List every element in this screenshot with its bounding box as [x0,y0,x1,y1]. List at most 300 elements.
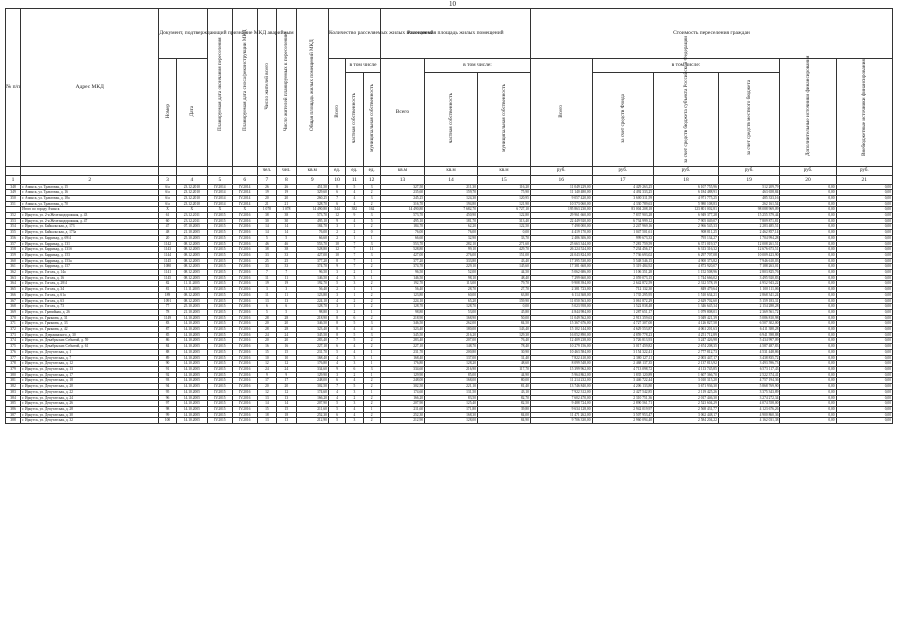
table-cell: 98 088 969,09 [718,207,780,213]
table-cell: 56,40 [380,287,424,293]
unit-cell: ед. [363,166,380,175]
table-cell: 3 [363,213,380,219]
table-cell: 14.10.2005 [176,361,207,367]
table-cell: 168,40 [296,355,328,361]
table-cell: 495,10 [380,218,424,224]
table-cell: 0,00 [836,412,892,418]
address-cell: г. Иркутск, ул. Гоголя, д. 28/4 [21,281,159,287]
table-cell: 1 346 645,34 [654,304,719,310]
table-cell: 28,70 [425,287,478,293]
table-cell: 4 [346,327,363,333]
table-cell: 0,00 [478,230,531,236]
header-extra-budget: Внебюджетные источники финансирования [836,59,892,167]
table-cell: 129,90 [296,372,328,378]
header-doc-number: Номер [159,59,176,167]
table-cell: 999 673,33 [592,235,654,241]
table-cell: 849 479,64 [654,287,719,293]
table-cell: 9 [277,372,296,378]
table-cell: 4 [346,218,363,224]
table-cell: 6 313 316,32 [654,247,719,253]
table-header [6,9,893,185]
table-cell: 14.10.2005 [176,418,207,424]
table-cell: IV.2015 [207,401,232,407]
table-cell: 7 [346,252,363,258]
table-cell: IV.2015 [207,418,232,424]
table-cell: 10 009 423,90 [718,252,780,258]
table-cell: 3 017 459,82 [592,344,654,350]
table-cell: 381 [6,378,21,384]
table-cell: 3 [346,401,363,407]
table-cell: 12 [257,361,276,367]
table-cell: 25 663 344,00 [530,241,592,247]
table-cell: 0,00 [836,252,892,258]
table-cell: 346,50 [380,321,424,327]
table-cell: 99 [159,412,176,418]
table-cell: 90 [159,361,176,367]
table-cell: 26 224 524,00 [530,247,592,253]
table-cell: 0,00 [836,218,892,224]
table-cell: 24 [277,332,296,338]
table-cell: 3 010 315,20 [654,378,719,384]
table-cell: 2 [346,372,363,378]
table-cell: 14.10.2005 [176,315,207,321]
table-cell: 2 942 019,97 [592,406,654,412]
table-cell: 78 [159,309,176,315]
table-cell: 7 822 410,00 [530,355,592,361]
table-cell: 0,00 [780,309,836,315]
table-cell: 4 900 860,36 [718,412,780,418]
address-cell: г. Иркутск, ул. Депутатская, д. 13 [21,367,159,373]
table-cell: 3 [328,224,345,230]
table-cell: 25.10.2005 [176,235,207,241]
table-cell: 21.10.2005 [176,230,207,236]
table-cell: 10 463 584,00 [530,349,592,355]
table-cell: 553,70 [380,241,424,247]
table-cell: 4 873 920,07 [654,264,719,270]
table-cell: 148,70 [425,344,478,350]
table-cell: 8 [328,315,345,321]
column-number-cell: 20 [780,175,836,184]
table-cell: 0,00 [836,184,892,190]
table-cell: 46 [257,241,276,247]
table-cell: 10 [328,252,345,258]
table-cell: 302,50 [380,384,424,390]
table-cell: 6 [328,344,345,350]
table-cell: 528,80 [380,247,424,253]
table-cell: 207,90 [296,401,328,407]
table-cell: 168,00 [425,378,478,384]
table-cell: 4 [328,355,345,361]
table-cell: 4 [328,298,345,304]
table-cell: 0,00 [780,201,836,207]
table-cell: 5 [346,184,363,190]
table-cell: 1091 [159,298,176,304]
column-number-cell: 7 [257,175,276,184]
table-cell: 128,20 [425,361,478,367]
table-cell: IV.2015 [207,287,232,293]
table-cell: IV.2016 [232,252,257,258]
table-cell: 216,20 [425,332,478,338]
table-cell: 31,40 [478,355,531,361]
table-cell: 2 523 604,29 [654,401,719,407]
table-cell: 377,20 [380,258,424,264]
table-cell: 89 [159,355,176,361]
table-cell: 62,20 [425,224,478,230]
table-cell: 124,30 [425,195,478,201]
table-cell: 0,00 [836,201,892,207]
table-cell: 10 [328,241,345,247]
table-cell: 1 106 351,28 [592,270,654,276]
table-cell: 0,00 [780,264,836,270]
table-cell: 1 [346,235,363,241]
table-cell: 2 [328,235,345,241]
header-total-area: Общая площадь жилых помещений МКД [296,9,328,167]
table-cell: 6 297 707,08 [654,252,719,258]
table-cell: 7 602 470,00 [530,395,592,401]
table-cell: 7 [346,247,363,253]
table-cell: 17 395 530,00 [530,258,592,264]
table-cell: 3 [328,304,345,310]
table-cell: IV.2016 [232,327,257,333]
table-cell: 168,30 [425,412,478,418]
table-cell: 363 [6,275,21,281]
table-cell: 76,00 [296,230,328,236]
table-cell: IV.2015 [207,412,232,418]
table-cell: 385 [6,401,21,407]
table-cell: 129,30 [478,332,531,338]
table-cell: 0,00 [780,406,836,412]
table-cell: 2 [363,344,380,350]
table-cell: 6 [328,378,345,384]
table-cell: 76,00 [380,230,424,236]
table-cell: 12 409 238,00 [530,338,592,344]
table-cell: 2 [346,270,363,276]
table-cell: 0,00 [836,384,892,390]
table-cell: IV.2015 [207,384,232,390]
table-cell: 38 [277,247,296,253]
table-cell: 14.10.2005 [176,332,207,338]
table-cell: 0,00 [780,207,836,213]
table-cell: 2 674 208,35 [654,344,719,350]
table-cell: 44,90 [478,372,531,378]
table-cell: 429,70 [478,247,531,253]
table-cell: 9 634 128,00 [530,406,592,412]
table-cell: IV.2014 [232,190,257,196]
unit-cell [232,166,257,175]
table-cell: 6 [328,201,345,207]
table-cell: 2 [363,304,380,310]
column-number-cell: 3 [159,175,176,184]
table-cell: 1 078 [257,207,276,213]
table-cell: 159,90 [478,298,531,304]
table-cell: 2 381 723,00 [530,287,592,293]
table-cell: 313,40 [478,218,531,224]
table-cell: 334,60 [296,367,328,373]
table-cell: 45,80 [478,309,531,315]
table-cell: 18 [277,412,296,418]
table-cell: 0,00 [780,327,836,333]
table-cell: 4 126 827,58 [654,321,719,327]
table-cell: 60 [159,218,176,224]
table-cell: 2 [363,412,380,418]
table-cell: 0,00 [780,184,836,190]
table-cell: 23.12.2010 [176,190,207,196]
table-cell: 1 [346,287,363,293]
table-cell: 5 980 108,83 [654,201,719,207]
table-cell: 8 [328,332,345,338]
table-cell: 30 [257,218,276,224]
unit-cell: кв.м [296,166,328,175]
table-cell: 83,50 [425,395,478,401]
table-cell: 0,00 [780,218,836,224]
table-cell: 11 214 232,00 [530,378,592,384]
table-cell: 212,90 [380,418,424,424]
table-cell: 15 255 379,44 [718,213,780,219]
table-cell: 0,00 [780,281,836,287]
header-cost-group: Стоимость переселения граждан [530,9,892,59]
table-cell: IV.2016 [232,355,257,361]
table-cell: 11 049 562,00 [530,315,592,321]
table-cell: 353 [6,218,21,224]
column-numbers-row [6,175,893,184]
table-cell: 3 [257,287,276,293]
table-cell: 11 049 229,00 [530,184,592,190]
table-cell: IV.2015 [207,275,232,281]
table-cell: 2 [328,230,345,236]
table-cell: 10 [277,355,296,361]
table-cell: 3 438 835,72 [718,355,780,361]
table-cell: 14.10.2005 [176,321,207,327]
table-cell: 573,70 [380,213,424,219]
unit-cell: руб. [718,166,780,175]
table-cell: 7 [346,264,363,270]
table-row [6,418,893,424]
table-cell: 371 [6,321,21,327]
unit-cell: чел. [277,166,296,175]
table-cell: 174,60 [380,389,424,395]
table-cell: IV.2016 [232,230,257,236]
table-cell: 0,00 [836,298,892,304]
table-cell: IV.2016 [232,218,257,224]
table-cell: 4 330 789,63 [592,201,654,207]
table-cell: IV.2015 [207,338,232,344]
table-cell: 56,40 [296,287,328,293]
table-cell: 4 859 778,23 [592,332,654,338]
table-cell: 28 [277,327,296,333]
table-cell: 19 [257,281,276,287]
table-cell: 94 [159,384,176,390]
table-cell: 0,00 [780,315,836,321]
table-cell: 27,70 [478,287,531,293]
table-cell: 0,00 [780,241,836,247]
table-cell: 0,00 [836,327,892,333]
table-cell: 5 [277,235,296,241]
table-cell: 6 [346,367,363,373]
table-cell: 30 [277,218,296,224]
table-cell: IV.2015 [207,230,232,236]
table-cell: 0,00 [836,338,892,344]
column-number-cell: 5 [207,175,232,184]
table-cell: 366 [6,292,21,298]
table-cell: 7 [346,241,363,247]
table-cell: IV.2016 [232,224,257,230]
table-cell: 355 [6,230,21,236]
table-cell: 2 [346,230,363,236]
table-cell: 283,40 [296,338,328,344]
table-cell: 11.11.2005 [176,287,207,293]
table-cell: 1 047 501,61 [592,230,654,236]
table-cell: 14 490,80 [380,207,424,213]
table-cell: 3 [346,355,363,361]
table-cell: 2 380 127,11 [592,355,654,361]
table-cell: 192,70 [380,281,424,287]
table-cell: 84,00 [478,412,531,418]
table-cell: 84,90 [478,418,531,424]
table-cell: 14.10.2005 [176,355,207,361]
table-cell: 6 107 755,96 [654,184,719,190]
table-cell: 4 [363,327,380,333]
table-cell: 6/а [159,190,176,196]
table-cell: 1142 [159,241,176,247]
table-cell: 08.12.2005 [176,275,207,281]
table-cell: 6/а [159,201,176,207]
column-number-cell: 12 [363,175,380,184]
table-cell: 328,70 [296,201,328,207]
table-cell: 1 [363,287,380,293]
table-cell: 65,20 [425,298,478,304]
table-cell: 53,00 [425,309,478,315]
table-cell: 207,90 [380,401,424,407]
table-cell: 2 [328,287,345,293]
table-cell: IV.2016 [232,281,257,287]
table-cell: 15 [257,349,276,355]
table-cell: IV.2016 [232,258,257,264]
table-cell: 61 [159,213,176,219]
header-doc-date: Дата [176,59,207,167]
table-cell: 0,00 [836,389,892,395]
table-cell: IV.2015 [207,281,232,287]
unit-cell: руб. [654,166,719,175]
header-count-private: частная собственность [346,73,363,167]
table-cell: 0,00 [780,401,836,407]
table-cell: IV.2015 [207,321,232,327]
table-cell: 11 471 262,00 [530,412,592,418]
table-cell: 512 209,79 [718,184,780,190]
table-cell: 252,30 [380,412,424,418]
table-cell: 386 [6,406,21,412]
table-cell: 07.10.2005 [176,224,207,230]
table-cell: 1 607 366,70 [654,372,719,378]
address-cell: г. Иркутск, ул. Депутатская, д. 24 [21,395,159,401]
table-cell: 82,50 [478,401,531,407]
table-cell: 5 [328,281,345,287]
table-cell: 4 113 745,85 [654,367,719,373]
table-cell: 3 [363,367,380,373]
table-cell: IV.2016 [232,338,257,344]
address-cell: г. Иркутск, ул. Гоголя, д. 61а [21,292,159,298]
table-cell: 6 [346,315,363,321]
table-cell: 81 [159,287,176,293]
address-cell: г. Иркутск, ул. Гоголя, д. 16 [21,275,159,281]
table-cell: 2 629 702,60 [654,298,719,304]
table-cell: 5 [277,309,296,315]
address-cell: г. Иркутск, ул. Гоголя, д. 14а [21,270,159,276]
table-cell: 14 [257,224,276,230]
table-cell: 0,00 [780,395,836,401]
table-cell: 4 952 943,22 [718,281,780,287]
table-cell: 2 [346,298,363,304]
table-cell: 0,00 [836,258,892,264]
table-cell: 427,00 [380,252,424,258]
table-cell: 0,00 [780,384,836,390]
table-cell: 382 [346,207,363,213]
table-cell: 08.12.2005 [176,270,207,276]
table-cell: 3 446 722,44 [592,378,654,384]
table-cell: 3 [277,287,296,293]
table-cell: 1 [346,304,363,310]
table-cell: 08.12.2005 [176,252,207,258]
address-cell: г. Иркутск, ул. Декабрьских Событий, д. 59 [21,338,159,344]
table-cell: 1 [363,355,380,361]
table-cell: IV.2015 [207,406,232,412]
table-cell: 7 922 312,00 [530,389,592,395]
table-cell: IV.2016 [232,372,257,378]
table-cell: 9 [328,264,345,270]
table-cell: 9 [346,213,363,219]
table-cell: 174,60 [296,389,328,395]
table-cell: 1 [363,389,380,395]
table-cell: 184,70 [380,224,424,230]
table-cell: 377,20 [296,258,328,264]
table-cell: 17 381 668,00 [530,264,592,270]
address-cell: г. Иркутск, ул. Баррикад, д. 153 [21,252,159,258]
table-cell: 316,70 [380,201,424,207]
table-cell: IV.2015 [207,304,232,310]
table-cell: 3 [363,241,380,247]
table-cell: 11 050 563,00 [530,298,592,304]
table-cell: 11 [257,292,276,298]
table-cell: 553,70 [296,241,328,247]
table-cell: IV.2015 [207,292,232,298]
table-cell: IV.2015 [207,395,232,401]
table-cell: 14 [257,401,276,407]
table-cell: 348 [6,184,21,190]
table-cell: 7 809 871,81 [718,218,780,224]
table-cell: 0,00 [836,275,892,281]
column-number-cell: 2 [21,175,159,184]
table-cell: 7 281 759,59 [592,241,654,247]
table-cell: 712 132,30 [592,287,654,293]
column-number-cell: 16 [530,175,592,184]
table-cell: 4 900 373,82 [654,258,719,264]
table-cell: 4 [346,195,363,201]
table-cell: IV.2016 [232,264,257,270]
table-cell: 383 [6,389,21,395]
table-cell: IV.2016 [232,395,257,401]
table-cell: 2 [363,338,380,344]
table-cell: 7 498 000,00 [530,224,592,230]
table-cell: 231,70 [380,349,424,355]
table-cell: 0,00 [780,247,836,253]
table-cell: 0,00 [836,372,892,378]
table-cell: 227,10 [296,344,328,350]
table-cell: 2 017 446,30 [654,395,719,401]
table-cell: 485 333,16 [718,195,780,201]
table-cell: 99,10 [425,247,478,253]
table-cell: 334,60 [380,367,424,373]
table-cell: 14.10.2005 [176,349,207,355]
table-cell: 11 [363,247,380,253]
